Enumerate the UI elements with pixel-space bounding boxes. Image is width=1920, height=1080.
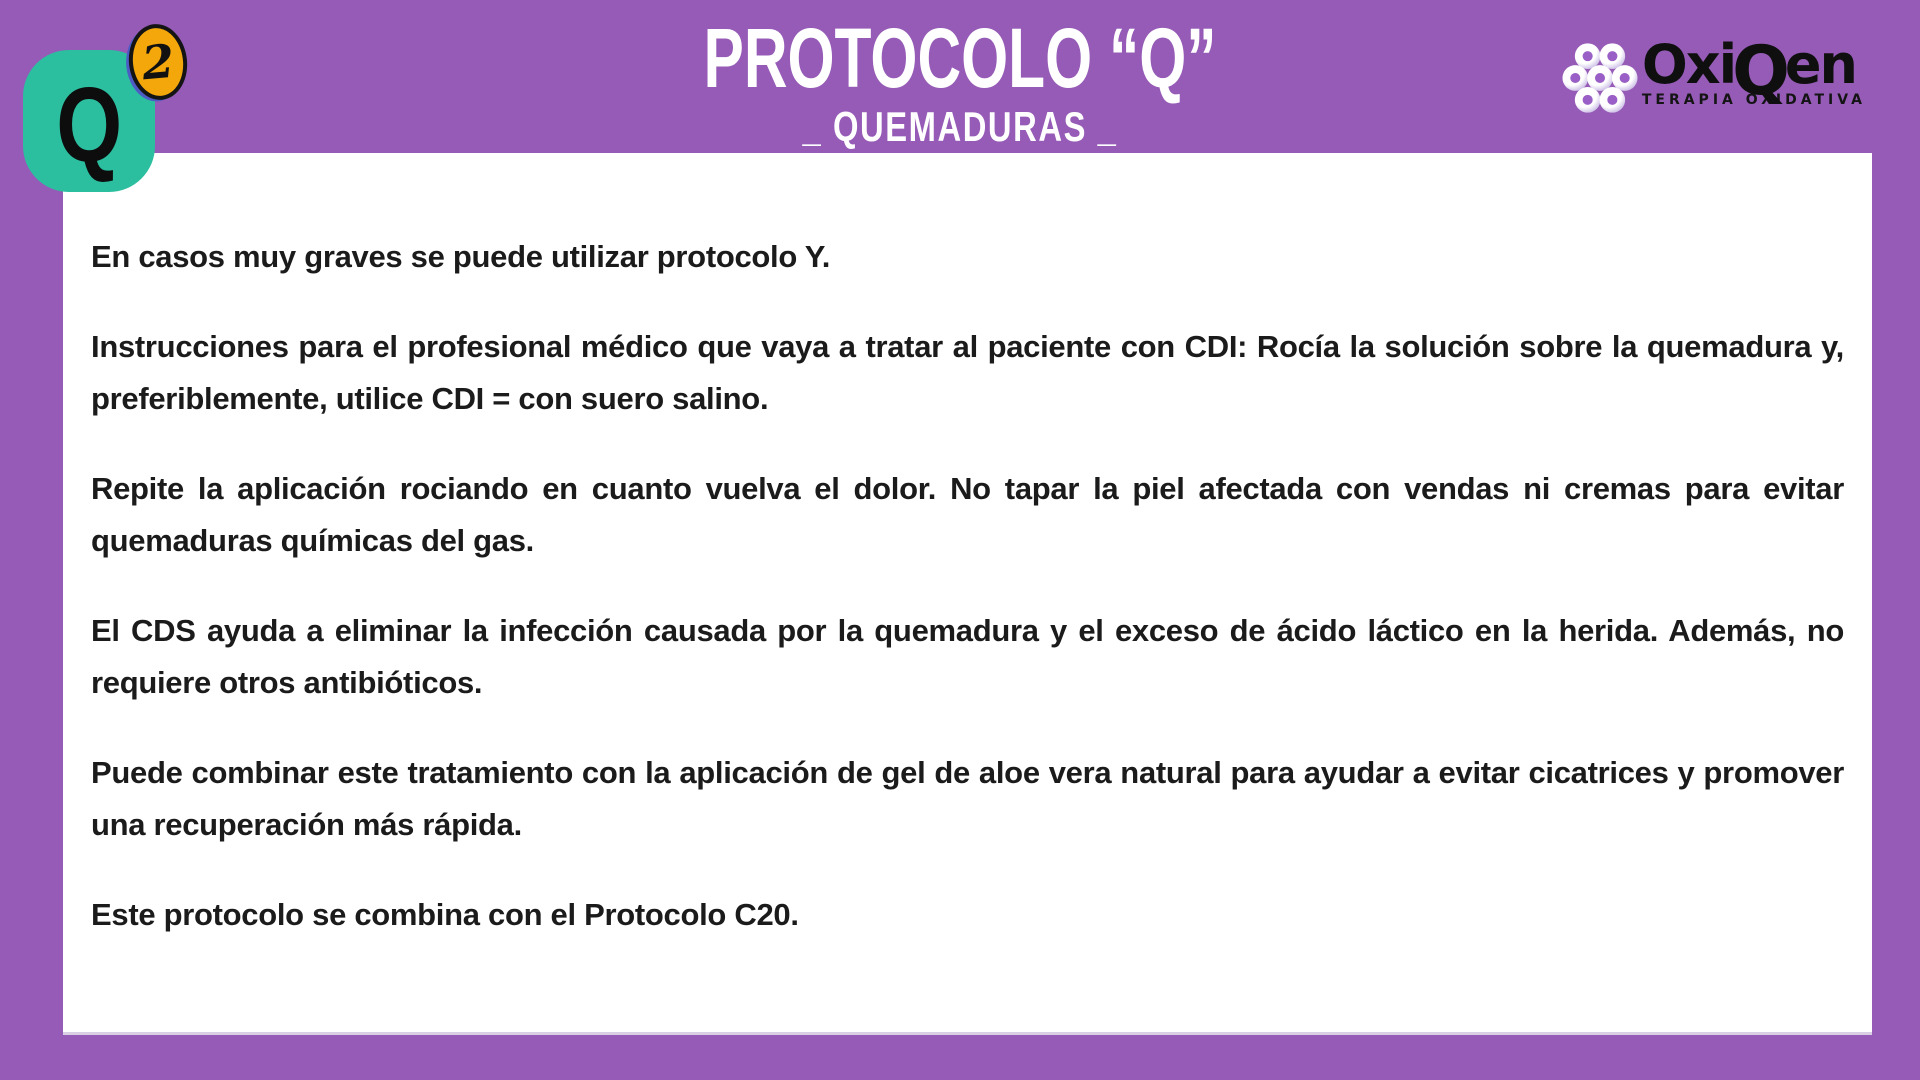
brand-part-oxi: Oxi: [1641, 32, 1736, 96]
brand-tagline: TERAPIA OXIDATIVA: [1641, 91, 1866, 108]
paragraph-5: Puede combinar este tratamiento con la aplicación de gel de aloe vera natural para ayudar a evitar cicatrices y promover una recuperación más rápida.: [91, 755, 1844, 842]
content-card: [63, 153, 1872, 1032]
logo-text: [1641, 32, 1868, 111]
paragraph-2: Instrucciones para el profesional médico que vaya a tratar al paciente con CDI: Rocía la solución sobre la quemadura y, preferiblemente, utilice CDI = con suero salino.: [91, 329, 1844, 416]
paragraph-3: Repite la aplicación rociando en cuanto vuelva el dolor. No tapar la piel afectada con vendas ni cremas para evitar quemaduras químicas del gas.: [91, 471, 1844, 558]
page-subtitle: _ QUEMADURAS _: [802, 103, 1118, 150]
protocol-number: 2: [139, 33, 177, 91]
brand-part-en: en: [1784, 32, 1856, 96]
page-title: PROTOCOLO “Q”: [703, 11, 1217, 105]
paragraph-1: En casos muy graves se puede utilizar protocolo Y.: [91, 239, 831, 274]
molecule-icon: [1562, 38, 1638, 118]
oxigen-logo: [1562, 34, 1868, 118]
protocol-letter: Q: [56, 66, 122, 184]
paragraph-4: El CDS ayuda a eliminar la infección causada por la quemadura y el exceso de ácido láctico en la herida. Además, no requiere otros antibióticos.: [91, 613, 1844, 700]
paragraph-6: Este protocolo se combina con el Protocolo C20.: [91, 897, 799, 932]
brand-part-q: Q: [1732, 32, 1788, 111]
protocol-badge: [23, 33, 177, 192]
